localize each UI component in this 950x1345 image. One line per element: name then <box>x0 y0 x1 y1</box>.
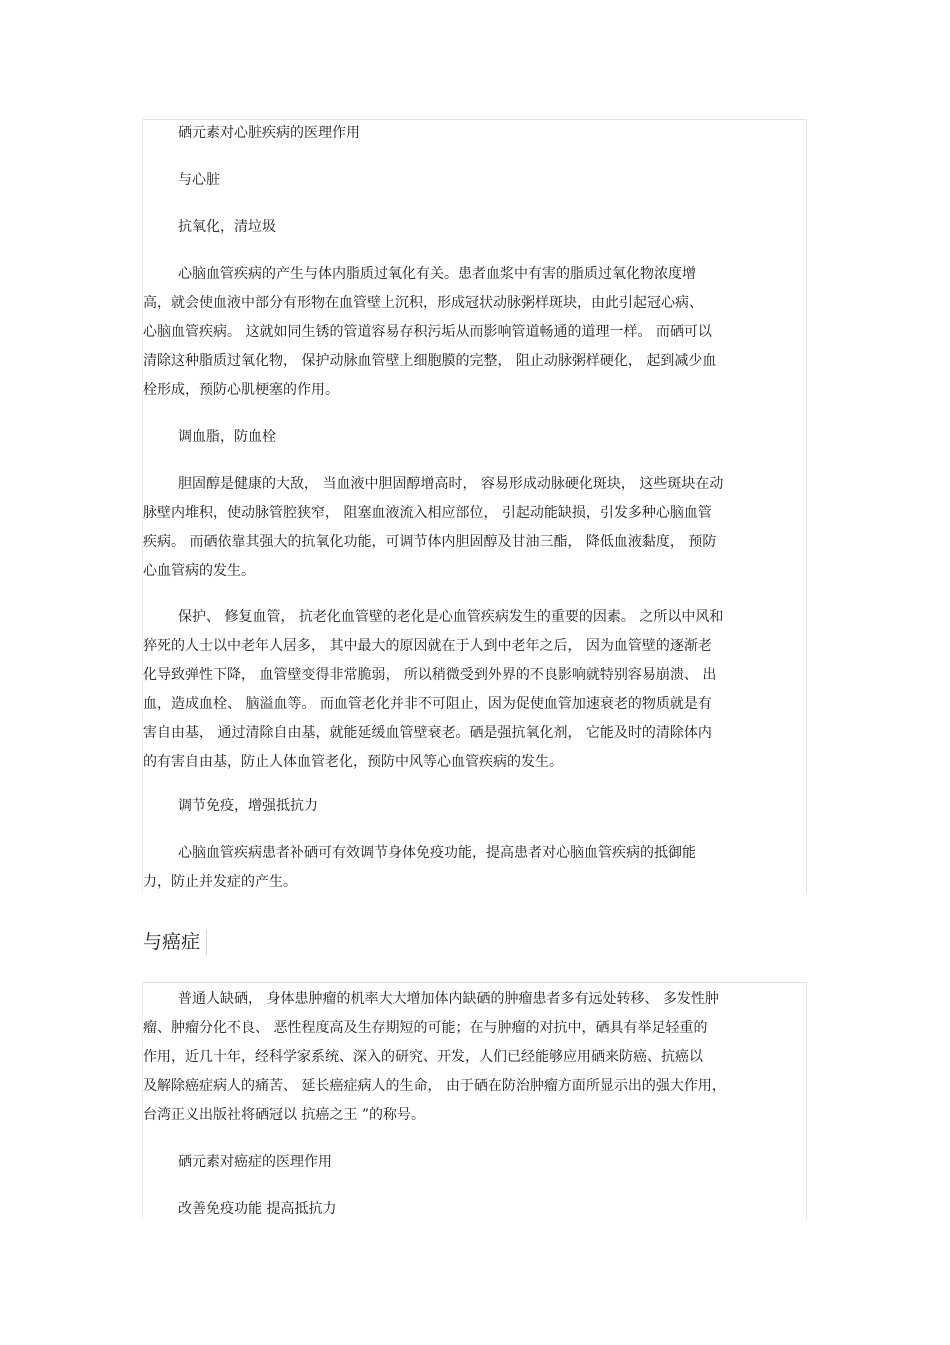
text-line: 普通人缺硒， 身体患肿瘤的机率大大增加体内缺硒的肿瘤患者多有远处转移、 多发性肿 <box>178 991 719 1007</box>
text-line: 心脑血管疾病。 这就如同生锈的管道容易存积污垢从而影响管道畅通的道理一样。 而硒可以 <box>143 324 712 340</box>
paragraph-immunity <box>143 839 806 897</box>
text-line: 心脑血管疾病患者补硒可有效调节身体免疫功能，提高患者对心脑血管疾病的抵御能 <box>178 845 696 861</box>
text-line: 心血管病的发生。 <box>143 563 255 579</box>
text-line: 清除这种脂质过氧化物， 保护动脉血管壁上细胞膜的完整， 阻止动脉粥样硬化， 起到减少血 <box>143 353 717 369</box>
text-line: 高，就会使血液中部分有形物在血管壁上沉积，形成冠状动脉粥样斑块，由此引起冠心病、 <box>143 295 703 311</box>
heading-selenium-cancer: 硒元素对癌症的医理作用 <box>178 1154 332 1170</box>
text-line: 作用，近几十年，经科学家系统、深入的研究、开发，人们已经能够应用硒来防癌、抗癌以 <box>143 1049 703 1065</box>
paragraph-vessel-repair <box>143 603 806 777</box>
text-line: 疾病。 而硒依靠其强大的抗氧化功能，可调节体内胆固醇及甘油三酯， 降低血液黏度， 预防 <box>143 534 717 550</box>
heading-antioxidation: 抗氧化，清垃圾 <box>178 219 276 235</box>
paragraph-cancer-intro <box>143 985 806 1130</box>
content-box-cancer <box>143 982 807 1219</box>
paragraph-antioxidation <box>143 260 806 405</box>
text-line: 及解除癌症病人的痛苦、 延长癌症病人的生命， 由于硒在防治肿瘤方面所显示出的强大作用， <box>143 1078 726 1094</box>
heading-immunity: 调节免疫，增强抵抗力 <box>178 798 318 814</box>
heading-blood-lipids: 调血脂，防血栓 <box>178 429 276 445</box>
text-line: 猝死的人士以中老年人居多， 其中最大的原因就在于人到中老年之后， 因为血管壁的逐渐老 <box>143 638 712 654</box>
text-line: 心脑血管疾病的产生与体内脂质过氧化有关。患者血浆中有害的脂质过氧化物浓度增 <box>178 266 696 282</box>
text-line: 瘤、肿瘤分化不良、 恶性程度高及生存期短的可能；在与肿瘤的对抗中，硒具有举足轻重的 <box>143 1020 708 1036</box>
section-title-cancer: 与癌症 <box>143 931 201 953</box>
text-line: 力，防止并发症的产生。 <box>143 874 297 890</box>
text-line: 血，造成血栓、 脑溢血等。 而血管老化并非不可阻止，因为促使血管加速衰老的物质就是有 <box>143 696 712 712</box>
paragraph-blood-lipids <box>143 470 806 586</box>
section-divider <box>206 929 207 955</box>
heading-immune-improve: 改善免疫功能 提高抵抗力 <box>178 1201 337 1217</box>
heading-selenium-heart: 硒元素对心脏疾病的医理作用 <box>178 125 360 141</box>
text-line: 保护、 修复血管， 抗老化血管壁的老化是心血管疾病发生的重要的因素。 之所以中风和 <box>178 609 724 625</box>
text-line: 胆固醇是健康的大敌， 当血液中胆固醇增高时， 容易形成动脉硬化斑块， 这些斑块在动 <box>178 476 724 492</box>
text-line: 化导致弹性下降， 血管壁变得非常脆弱， 所以稍微受到外界的不良影响就特别容易崩溃、 出 <box>143 667 717 683</box>
text-line: 害自由基， 通过清除自由基，就能延缓血管壁衰老。硒是强抗氧化剂， 它能及时的清除体内 <box>143 725 712 741</box>
text-line: 的有害自由基，防止人体血管老化，预防中风等心血管疾病的发生。 <box>143 754 563 770</box>
content-box-heart <box>143 119 807 893</box>
text-line: 栓形成，预防心肌梗塞的作用。 <box>143 382 339 398</box>
text-line: 台湾正义出版社将硒冠以 抗癌之王 ”的称号。 <box>143 1107 426 1123</box>
heading-heart: 与心脏 <box>178 172 220 188</box>
text-line: 脉壁内堆积，使动脉管腔狭窄， 阻塞血液流入相应部位， 引起动能缺损，引发多种心脑血管 <box>143 505 712 521</box>
